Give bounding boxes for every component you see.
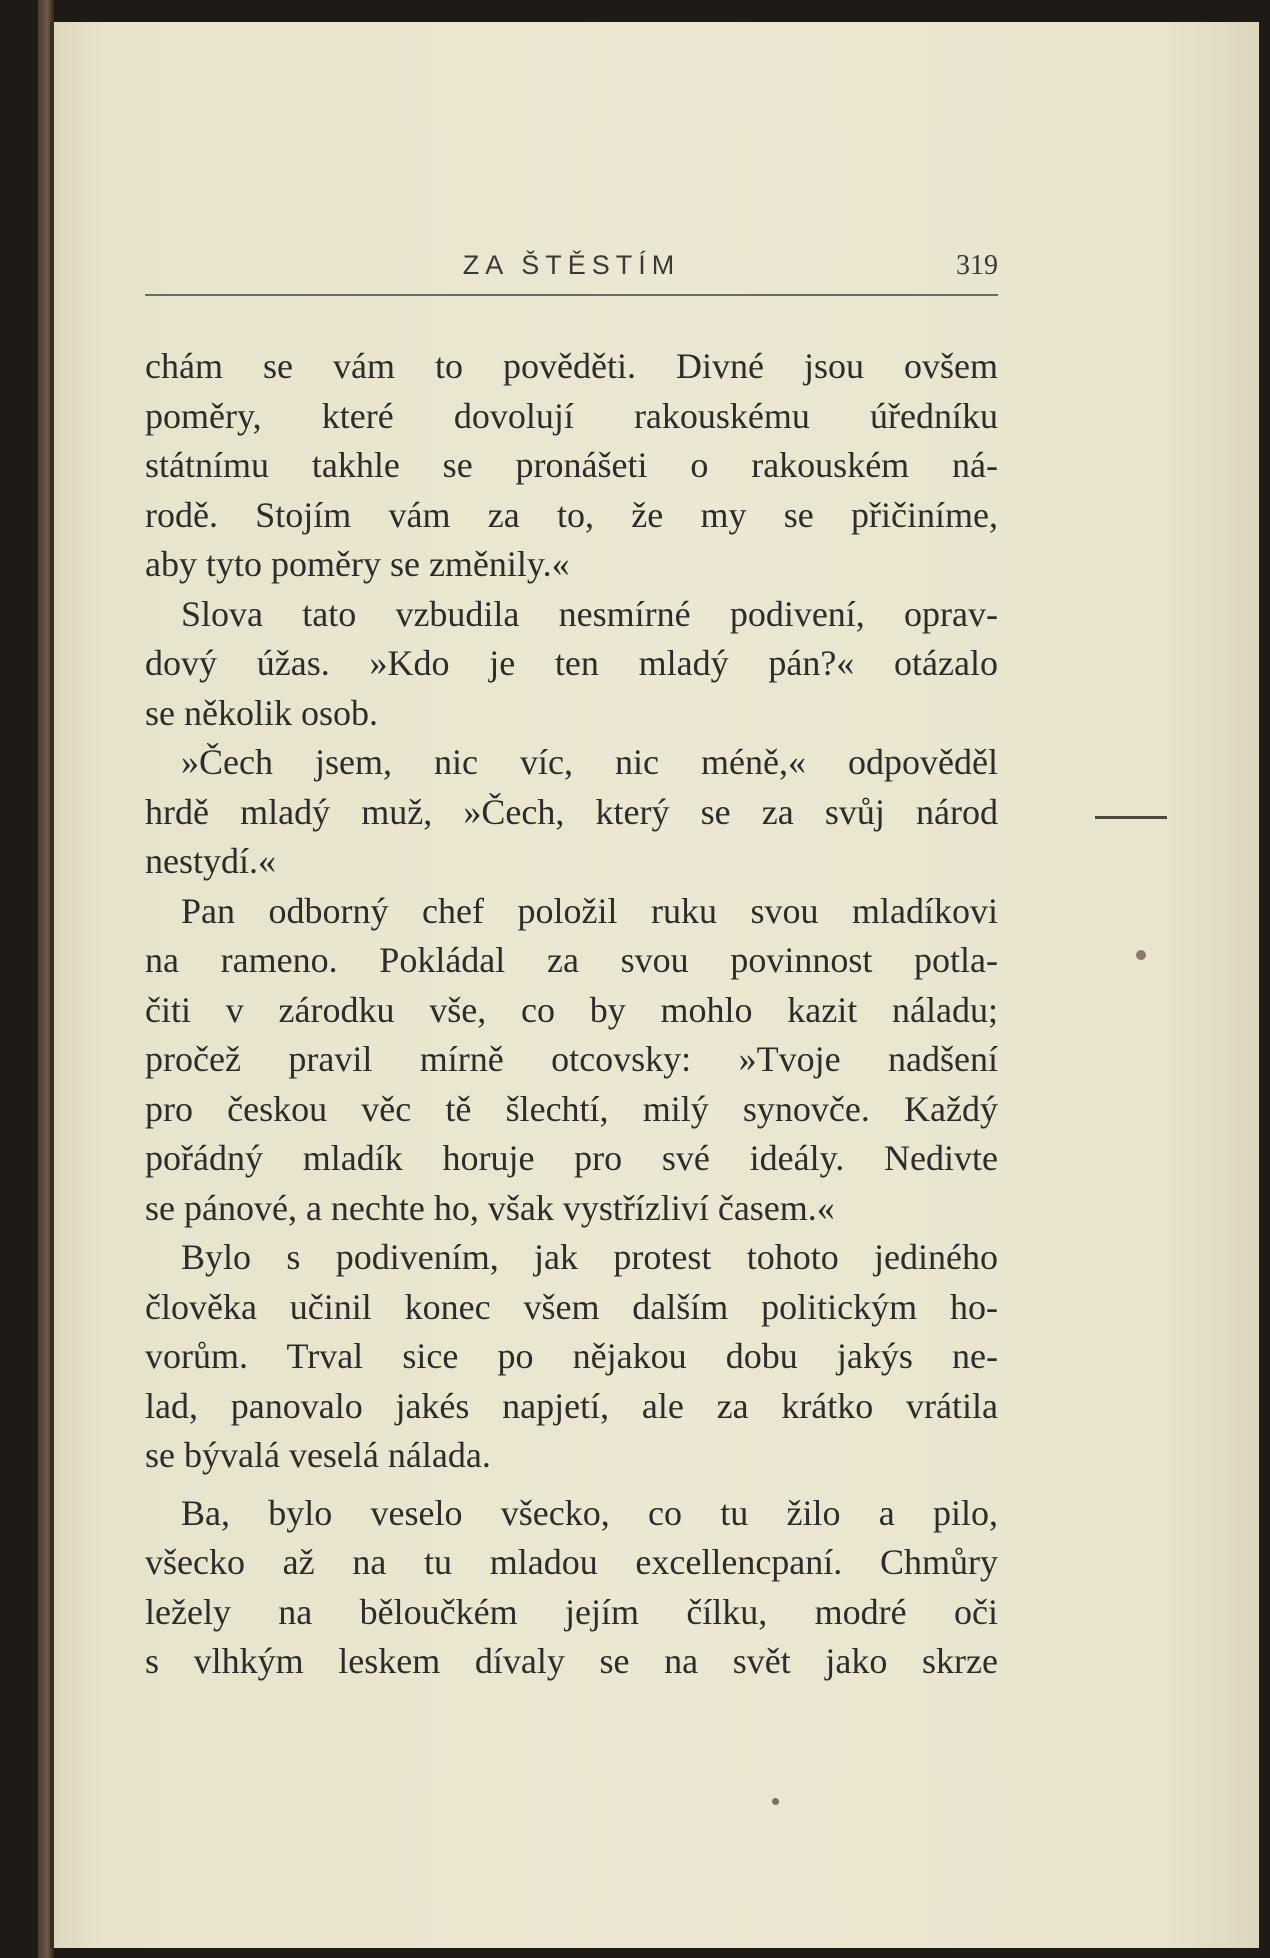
margin-dash-mark	[1095, 816, 1167, 819]
paragraph	[145, 1233, 998, 1481]
text-line: »Čech jsem, nic víc, nic méně,« odpověděl	[181, 742, 998, 782]
text-line: dový úžas. »Kdo je ten mladý pán?« otázalo	[145, 643, 998, 683]
text-line: všecko až na tu mladou excellencpaní. Chmůry	[145, 1542, 998, 1582]
text-line: na rameno. Pokládal za svou povinnost potla-	[145, 940, 998, 980]
text-line: Bylo s podivením, jak protest tohoto jediného	[181, 1237, 998, 1277]
text-line: s vlhkým leskem dívaly se na svět jako skrze	[145, 1641, 998, 1681]
text-line: se několik osob.	[145, 692, 378, 733]
paragraph	[145, 738, 998, 887]
text-line: rodě. Stojím vám za to, že my se přičiníme,	[145, 494, 998, 535]
text-line: ležely na běloučkém jejím čílku, modré oči	[145, 1591, 998, 1632]
text-line: vorům. Trval sice po nějakou dobu jakýs ne-	[145, 1336, 998, 1376]
text-line: pořádný mladík horuje pro své ideály. Nedivte	[145, 1138, 998, 1178]
text-line: aby tyto poměry se změnily.«	[145, 544, 570, 584]
text-line: Pan odborný chef položil ruku svou mladíkovi	[181, 890, 998, 931]
paragraph	[145, 342, 998, 590]
text-line: Ba, bylo veselo všecko, co tu žilo a pilo,	[181, 1492, 998, 1533]
text-line: nestydí.«	[145, 841, 276, 881]
text-line: pročež pravil mírně otcovsky: »Tvoje nadšení	[145, 1039, 998, 1079]
text-line: státnímu takhle se pronášeti o rakouském ná-	[145, 445, 998, 485]
text-line: se bývalá veselá nálada.	[145, 1435, 491, 1475]
page-header	[145, 248, 998, 296]
text-line: čiti v zárodku vše, co by mohlo kazit náladu;	[145, 989, 998, 1030]
body-text	[145, 342, 998, 1687]
text-line: poměry, které dovolují rakouskému úředníku	[145, 395, 998, 436]
margin-dot-mark	[1136, 950, 1146, 960]
text-line: chám se vám to pověděti. Divné jsou ovšem	[145, 346, 998, 386]
text-line: člověka učinil konec všem dalším politickým ho-	[145, 1286, 998, 1327]
text-line: Slova tato vzbudila nesmírné podivení, oprav-	[181, 593, 998, 634]
text-line: hrdě mladý muž, »Čech, který se za svůj národ	[145, 791, 998, 832]
paragraph	[145, 1489, 998, 1687]
running-title: ZA ŠTĚSTÍM	[462, 250, 681, 280]
paragraph	[145, 590, 998, 739]
text-line: pro českou věc tě šlechtí, milý synovče. Každý	[145, 1088, 998, 1129]
paragraph-gap	[145, 1481, 998, 1489]
footer-dot-mark	[772, 1798, 779, 1805]
page-number: 319	[956, 250, 998, 281]
paragraph	[145, 887, 998, 1234]
text-line: se pánové, a nechte ho, však vystřízliví časem.«	[145, 1187, 835, 1228]
text-line: lad, panovalo jakés napjetí, ale za krátko vrátila	[145, 1385, 998, 1426]
